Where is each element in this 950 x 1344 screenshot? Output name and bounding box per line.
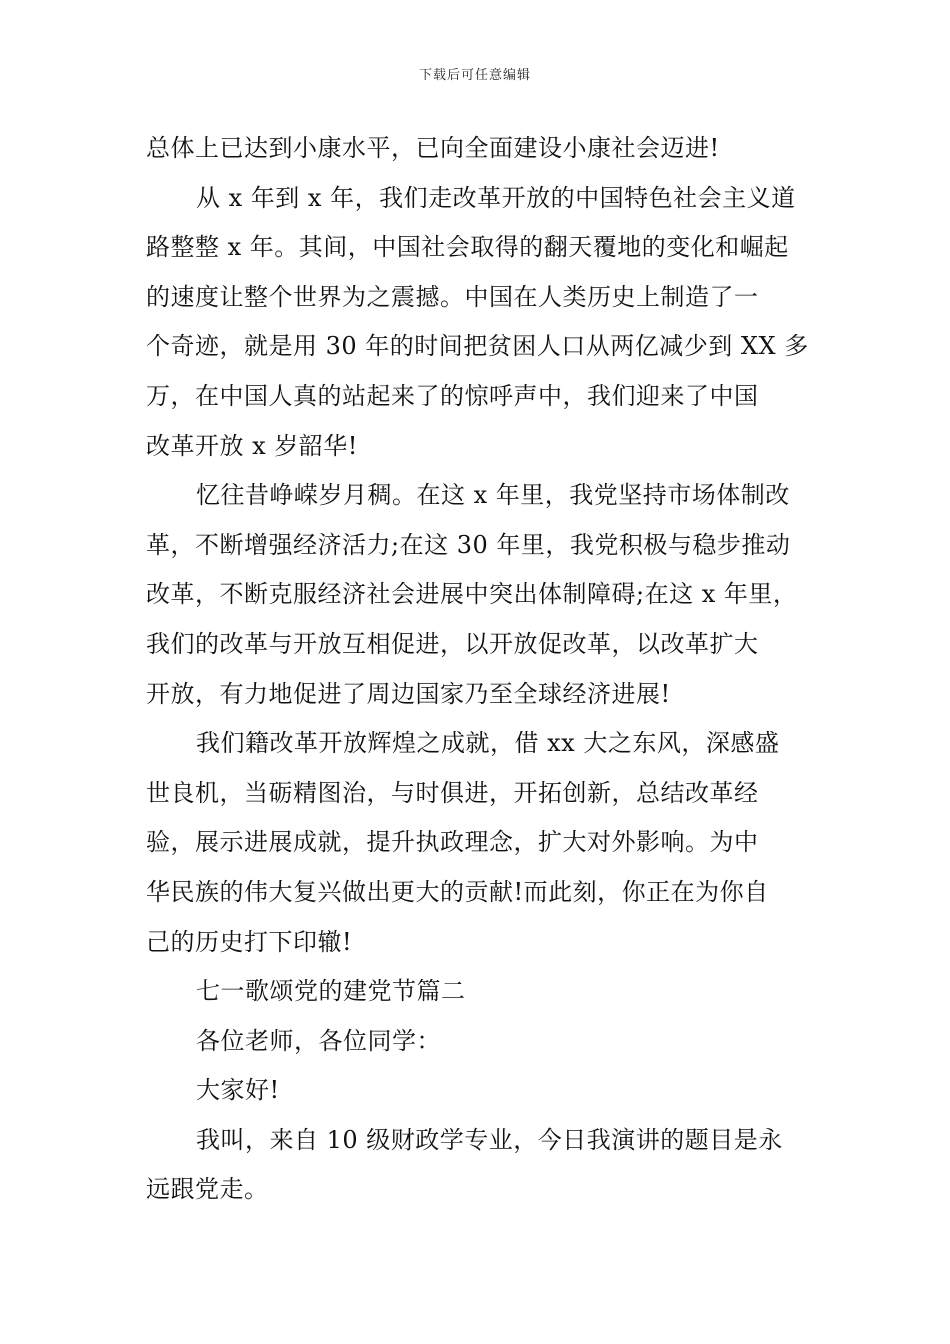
text-line: 路整整 x 年。其间，中国社会取得的翻天覆地的变化和崛起 (146, 233, 789, 262)
text-line: 远跟党走。 (146, 1175, 269, 1204)
text-line: 开放，有力地促进了周边国家乃至全球经济进展! (146, 679, 671, 708)
text-line: 我叫，来自 10 级财政学专业，今日我演讲的题目是永 (196, 1125, 783, 1154)
text-line: 大家好! (196, 1076, 280, 1105)
page-header: 下载后可任意编辑 (418, 68, 531, 83)
text-line: 总体上已达到小康水平，已向全面建设小康社会迈进! (146, 134, 720, 162)
text-line: 的速度让整个世界为之震撼。中国在人类历史上制造了一 (146, 282, 759, 311)
text-line: 各位老师，各位同学： (196, 1026, 441, 1055)
text-line: 个奇迹，就是用 30 年的时间把贫困人口从两亿减少到 XX 多 (146, 332, 809, 361)
text-line: 从 x 年到 x 年，我们走改革开放的中国特色社会主义道 (196, 183, 796, 212)
text-line: 改革开放 x 岁韶华! (146, 431, 358, 460)
section-heading: 七一歌颂党的建党节篇二 (196, 977, 466, 1006)
text-line: 革，不断增强经济活力;在这 30 年里，我党积极与稳步推动 (146, 530, 791, 559)
text-line: 万，在中国人真的站起来了的惊呼声中，我们迎来了中国 (146, 381, 759, 410)
text-line: 验，展示进展成就，提升执政理念，扩大对外影响。为中 (146, 828, 759, 857)
text-line: 世良机，当砺精图治，与时俱进，开拓创新，总结改革经 (146, 778, 759, 807)
text-line: 华民族的伟大复兴做出更大的贡献!而此刻，你正在为你自 (146, 877, 769, 906)
text-line: 我们的改革与开放互相促进，以开放促改革，以改革扩大 (146, 629, 759, 658)
text-line: 改革，不断克服经济社会进展中突出体制障碍;在这 x 年里， (146, 580, 798, 609)
text-line: 己的历史打下印辙! (146, 927, 353, 956)
text-line: 忆往昔峥嵘岁月稠。在这 x 年里，我党坚持市场体制改 (196, 481, 790, 510)
document-body (146, 124, 810, 1215)
text-line: 我们籍改革开放辉煌之成就，借 xx 大之东风，深感盛 (196, 729, 780, 758)
